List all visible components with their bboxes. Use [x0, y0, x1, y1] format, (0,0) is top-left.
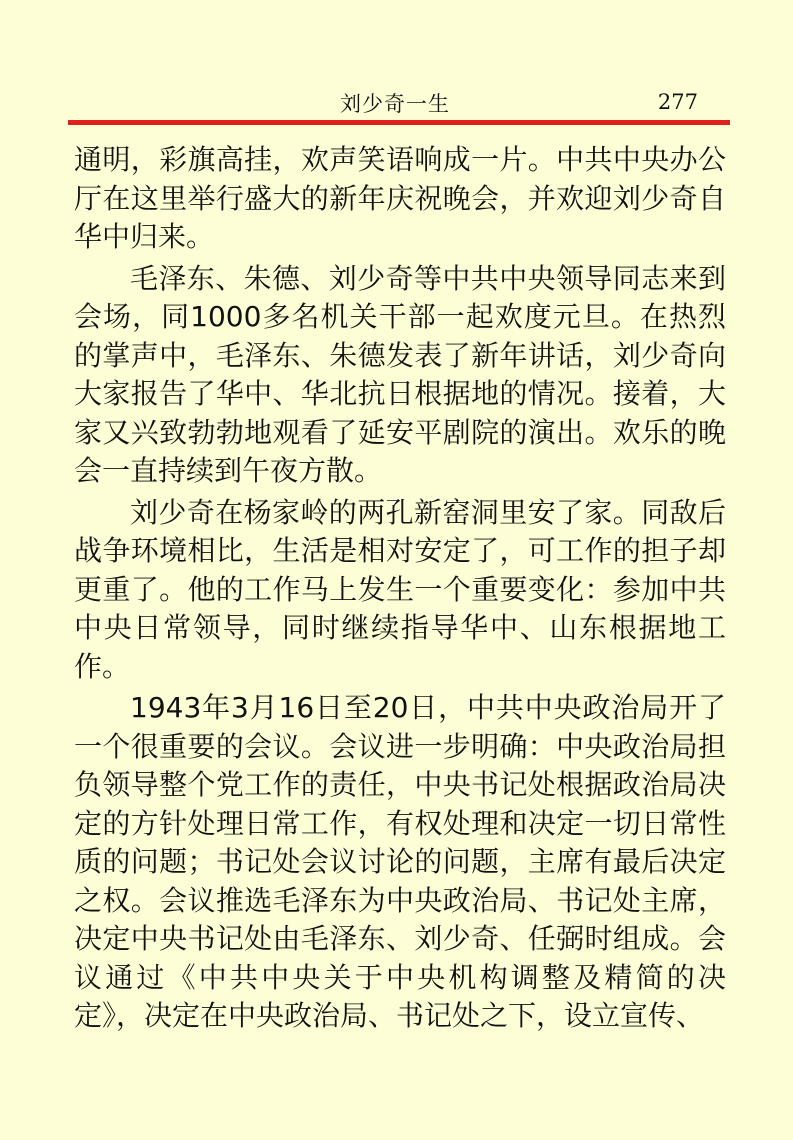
book-title: 刘少奇一生 — [340, 92, 450, 116]
paragraph: 1943年3月16日至20日，中共中央政治局开了一个很重要的会议。会议进一步明确：中央政治局担负领导整个党工作的责任，中央书记处根据政治局决定的方针处理日常工作，有权处理和决定一切日常性质的问题；书记处会议讨论的问题，主席有最后决定之权。会议推选毛泽东为中央政治局、书记处主席，决定中央书记处由毛泽东、刘少奇、任弼时组成。会议通过《中共中央关于中央机构调整及精简的决定》，决定在中央政治局、书记处之下，设立宣传、 — [74, 691, 726, 1032]
page-number: 277 — [657, 90, 698, 114]
paragraph: 通明，彩旗高挂，欢声笑语响成一片。中共中央办公厅在这里举行盛大的新年庆祝晚会，并欢迎刘少奇自华中归来。 — [74, 143, 726, 253]
body-text — [74, 141, 726, 1039]
paragraph: 刘少奇在杨家岭的两孔新窑洞里安了家。同敌后战争环境相比，生活是相对安定了，可工作的担子却更重了。他的工作马上发生一个重要变化：参加中共中央日常领导，同时继续指导华中、山东根据地工作。 — [74, 495, 726, 683]
running-header — [68, 86, 730, 122]
paragraph: 毛泽东、朱德、刘少奇等中共中央领导同志来到会场，同1000多名机关干部一起欢度元旦。在热烈的掌声中，毛泽东、朱德发表了新年讲话，刘少奇向大家报告了华中、华北抗日根据地的情况。接着，大家又兴致勃勃地观看了延安平剧院的演出。欢乐的晚会一直持续到午夜方散。 — [74, 261, 726, 487]
header-rule — [68, 120, 730, 125]
